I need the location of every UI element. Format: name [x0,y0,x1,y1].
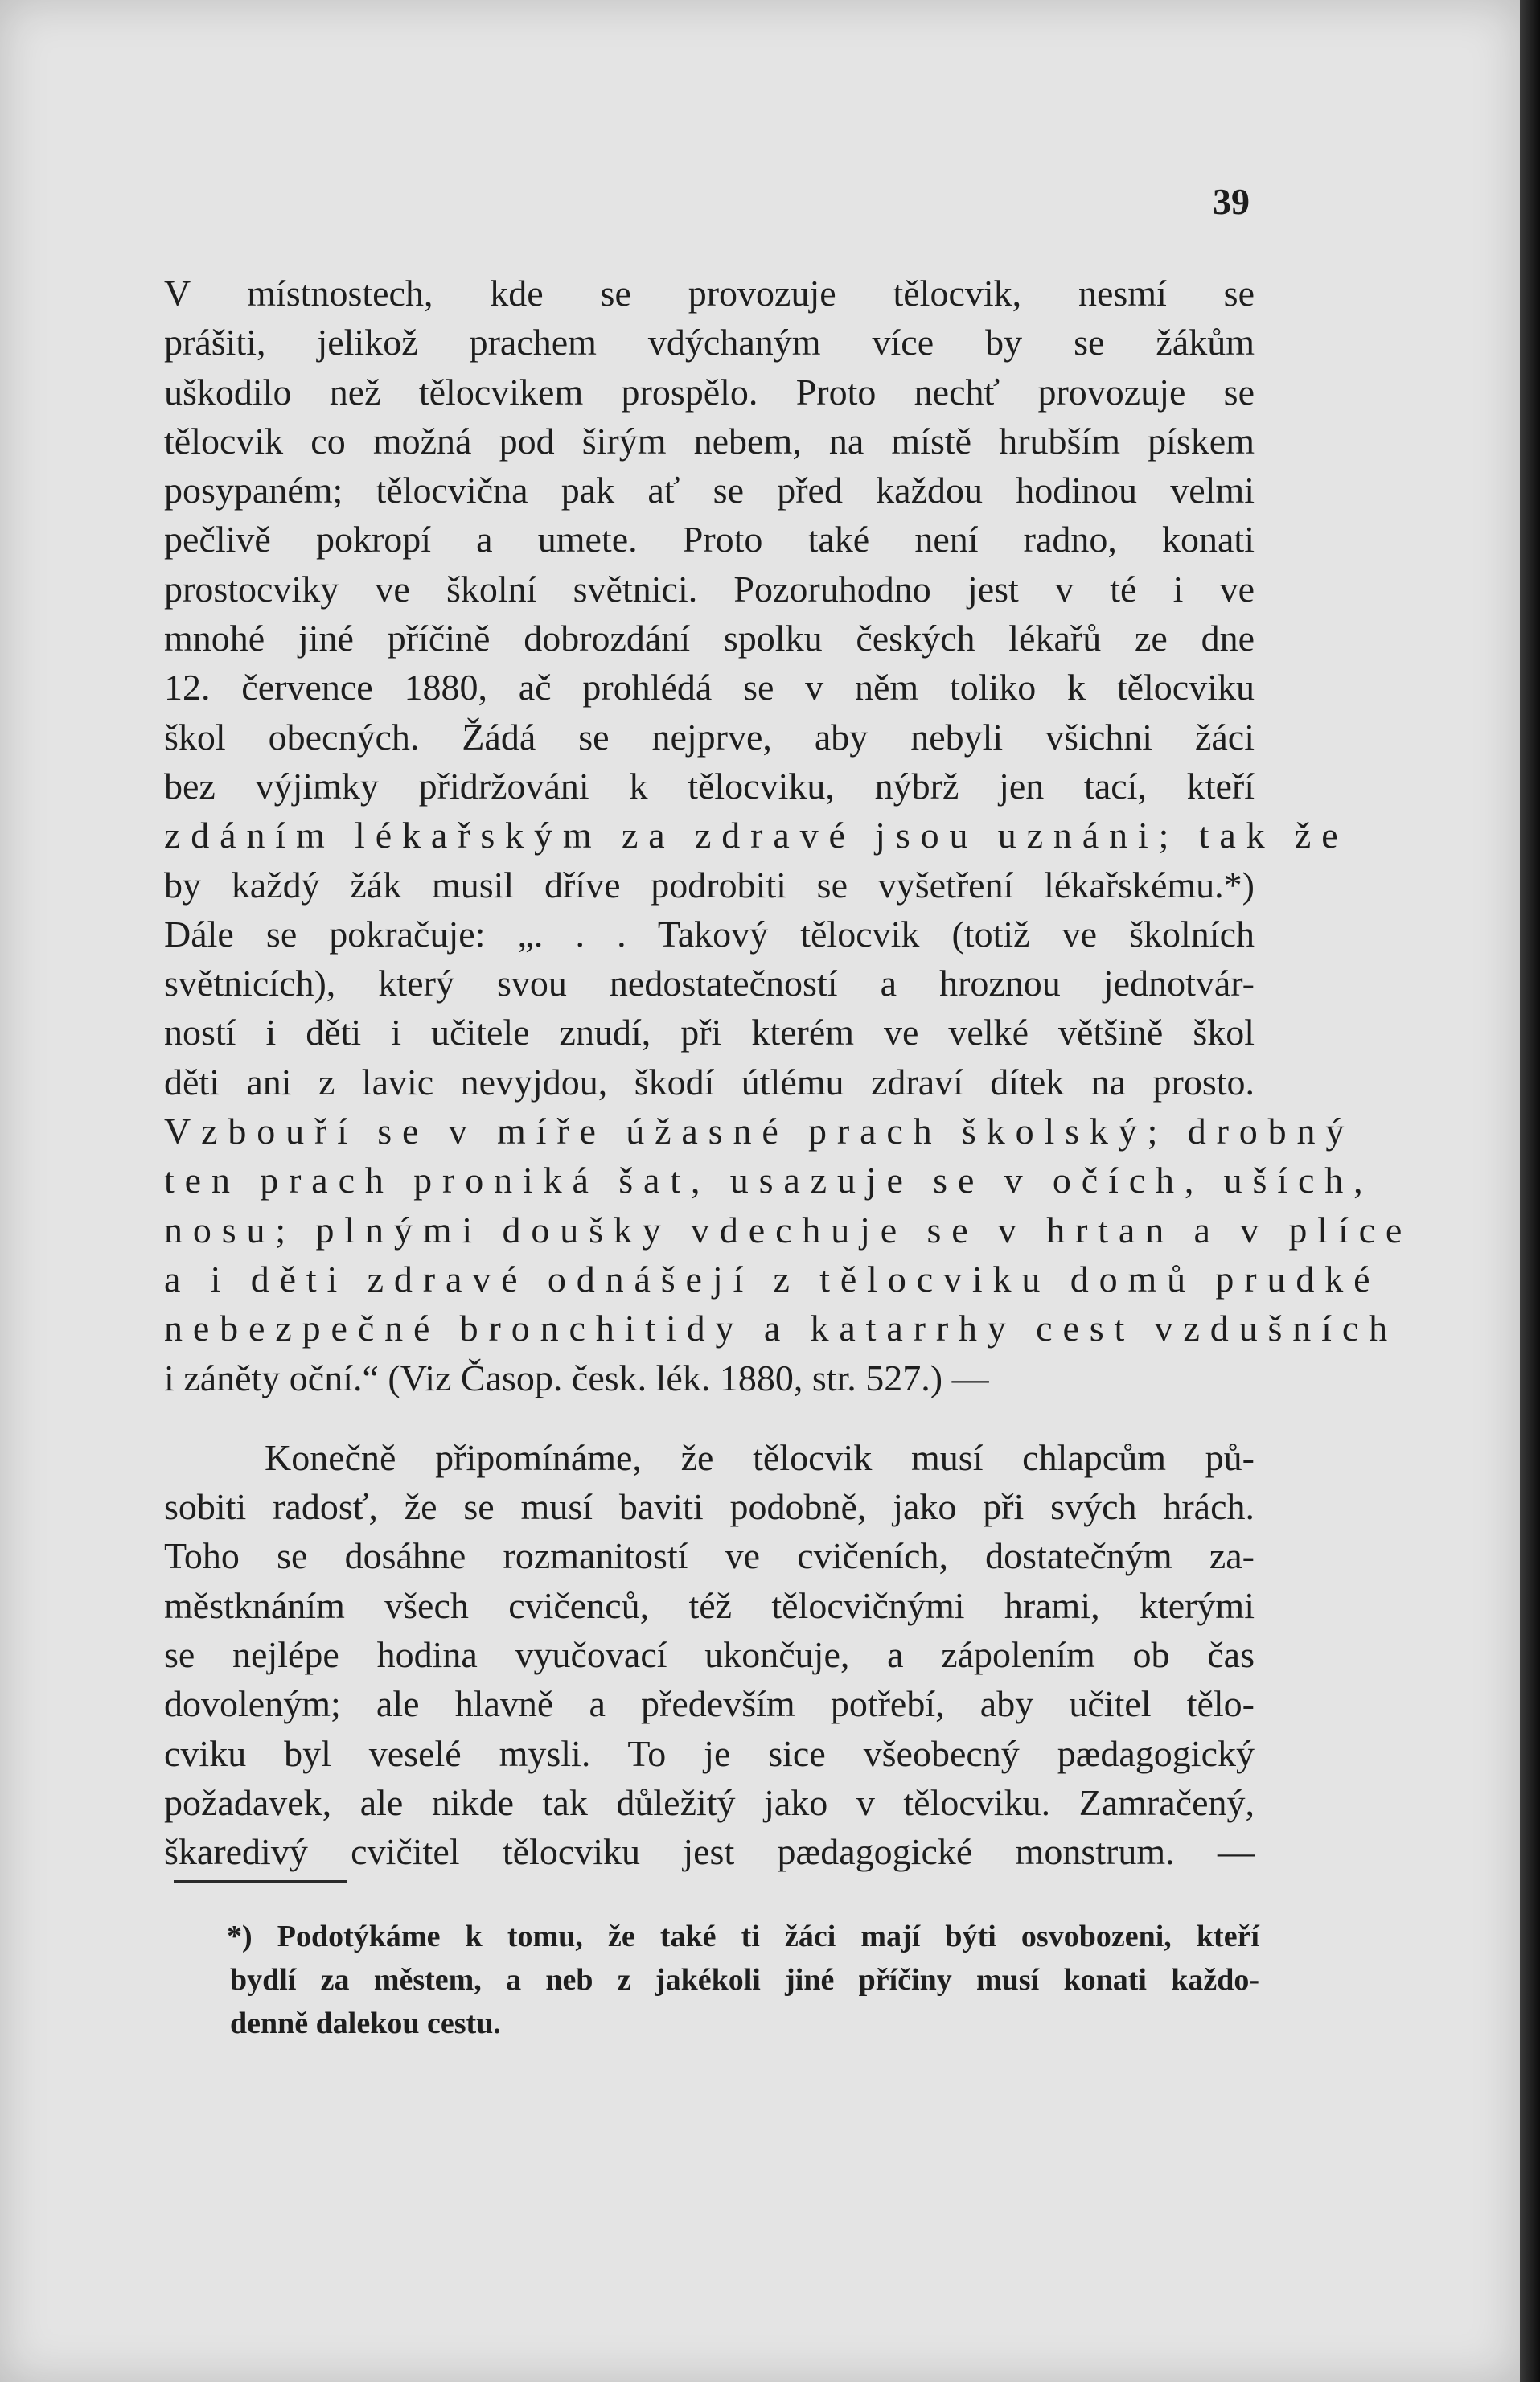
text-line: městknáním všech cvičenců, též tělocvičnými hrami, kterými [164,1584,1255,1626]
paragraph-gap [164,1403,1255,1433]
page-edge-shadow [1520,0,1540,2382]
body-text [164,269,1413,1877]
text-line: dovoleným; ale hlavně a především potřebí, aby učitel tělo- [164,1683,1255,1725]
text-line: sobiti radosť, že se musí baviti podobně, jako při svých hrách. [164,1486,1255,1528]
text-line: ností i děti i učitele znudí, při kterém ve velké většině škol [164,1012,1255,1053]
text-line: Dále se pokračuje: „. . . Takový tělocvik (totiž ve školních [164,913,1255,955]
text-line: nosu; plnými doušky vdechuje se v hrtan a v plíce [164,1209,1413,1251]
footnote [227,1915,1259,2045]
text-line: pečlivě pokropí a umete. Proto také není radno, konati [164,519,1255,561]
text-line: Toho se dosáhne rozmanitostí ve cvičeních, dostatečným za- [164,1535,1255,1577]
text-line: 12. července 1880, ač prohlédá se v něm toliko k tělocviku [164,667,1255,708]
text-line: zdáním lékařským za zdravé jsou uznáni; tak že [164,815,1349,856]
text-line: by každý žák musil dříve podrobiti se vyšetření lékařskému.*) [164,864,1255,906]
footnote-divider [174,1880,347,1883]
text-line: se nejlépe hodina vyučovací ukončuje, a zápolením ob čas [164,1634,1255,1676]
text-line: děti ani z lavic nevyjdou, škodí útlému zdraví dítek na prosto. [164,1061,1255,1103]
text-line: škaredivý cvičitel tělocviku jest pædagogické monstrum. — [164,1831,1255,1873]
text-line: tělocvik co možná pod širým nebem, na místě hrubším pískem [164,420,1255,462]
footnote-line: denně dalekou cestu. [230,2006,501,2040]
text-line: škol obecných. Žádá se nejprve, aby nebyli všichni žáci [164,716,1255,758]
text-line: posypaném; tělocvična pak ať se před každou hodinou velmi [164,470,1255,511]
footnote-line: bydlí za městem, a neb z jakékoli jiné příčiny musí konati každo- [230,1963,1259,1997]
text-line: uškodilo než tělocvikem prospělo. Proto nechť provozuje se [164,371,1255,413]
text-line: prostocviky ve školní světnici. Pozoruhodno jest v té i ve [164,568,1255,610]
footnote-line: *) Podotýkáme k tomu, že také ti žáci mají býti osvobozeni, kteří [227,1920,1259,1953]
text-line: V místnostech, kde se provozuje tělocvik, nesmí se [164,273,1255,314]
text-line: Vzbouří se v míře úžasné prach školský; drobný [164,1111,1355,1152]
text-line: mnohé jiné příčině dobrozdání spolku českých lékařů ze dne [164,618,1255,659]
text-line: cviku byl veselé mysli. To je sice všeobecný pædagogický [164,1732,1255,1774]
paragraph-1 [164,269,1413,1403]
text-line: ten prach proniká šat, usazuje se v očích, uších, [164,1160,1374,1201]
text-line: prášiti, jelikož prachem vdýchaným více by se žákům [164,322,1255,363]
text-line: a i děti zdravé odnášejí z tělocviku domů prudké [164,1258,1381,1300]
text-line: bez výjimky přidržováni k tělocviku, nýbrž jen tací, kteří [164,765,1255,807]
text-line: požadavek, ale nikde tak důležitý jako v tělocviku. Zamračený, [164,1781,1255,1823]
paragraph-2 [164,1433,1255,1877]
text-line: Konečně připomínáme, že tělocvik musí chlapcům pů- [265,1436,1255,1478]
text-line: i záněty oční.“ (Viz Časop. česk. lék. 1880, str. 527.) — [164,1357,989,1398]
text-line: světnicích), který svou nedostatečností a hroznou jednotvár- [164,963,1255,1004]
text-line: nebezpečné bronchitidy a katarrhy cest vzdušních [164,1308,1398,1349]
page-number: 39 [1213,181,1250,222]
